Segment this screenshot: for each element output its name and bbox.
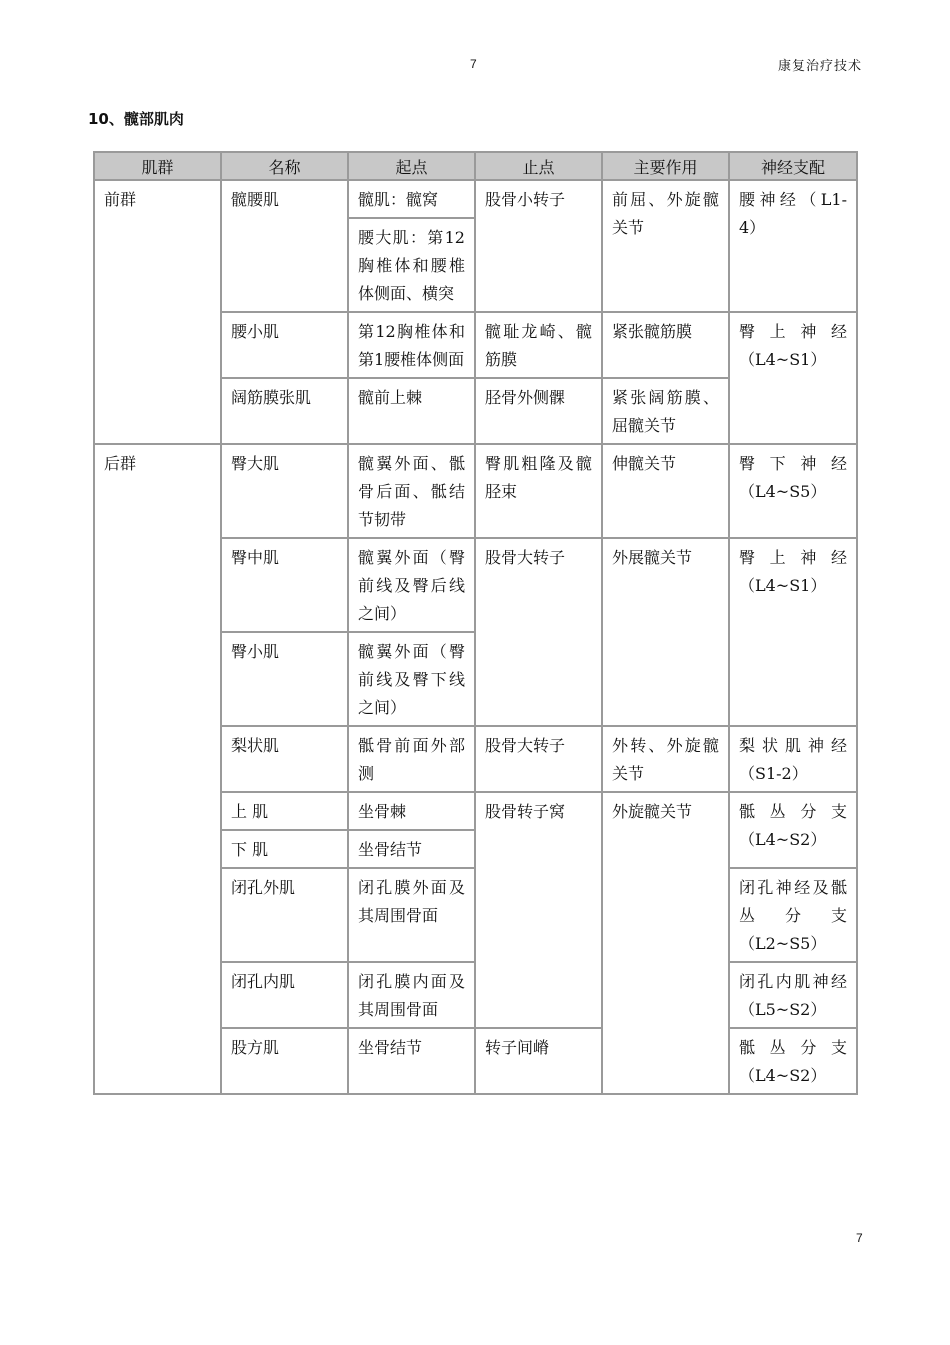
header-cell-nerve: 神经支配 [729,152,857,180]
action-cell: 外旋髋关节 [602,792,729,1094]
action-cell: 紧张髋筋膜 [602,312,729,378]
origin-cell: 髋翼外面、骶骨后面、骶结节韧带 [348,444,475,538]
nerve-cell: 闭孔内肌神经（L5~S2） [729,962,857,1028]
origin-cell: 坐骨结节 [348,1028,475,1094]
nerve-cell: 梨状肌神经（S1-2） [729,726,857,792]
insertion-cell: 胫骨外侧髁 [475,378,602,444]
insertion-cell: 股骨大转子 [475,538,602,726]
table-row [94,180,857,218]
action-cell: 外展髋关节 [602,538,729,726]
name-cell: 阔筋膜张肌 [221,378,348,444]
group-cell-posterior: 后群 [94,444,221,1094]
nerve-cell: 闭孔神经及骶丛分支（L2~S5） [729,868,857,962]
origin-cell: 髋翼外面（臀前线及臀下线之间） [348,632,475,726]
section-title: 10、髋部肌肉 [88,110,184,128]
origin-cell: 第12胸椎体和第1腰椎体侧面 [348,312,475,378]
origin-cell: 骶骨前面外部测 [348,726,475,792]
name-cell: 腰小肌 [221,312,348,378]
group-cell-anterior: 前群 [94,180,221,444]
table-row [94,444,857,538]
name-cell: 股方肌 [221,1028,348,1094]
action-cell: 伸髋关节 [602,444,729,538]
insertion-cell: 股骨转子窝 [475,792,602,1028]
origin-cell: 髋翼外面（臀前线及臀后线之间） [348,538,475,632]
name-cell: 髋腰肌 [221,180,348,312]
nerve-cell: 腰神经（L1-4） [729,180,857,312]
action-cell: 外转、外旋髋关节 [602,726,729,792]
header-cell-group: 肌群 [94,152,221,180]
origin-cell: 腰大肌：第12胸椎体和腰椎体侧面、横突 [348,218,475,312]
insertion-cell: 转子间嵴 [475,1028,602,1094]
header-cell-insertion: 止点 [475,152,602,180]
nerve-cell: 骶丛分支（L4~S2） [729,1028,857,1094]
name-cell: 梨状肌 [221,726,348,792]
name-cell: 上 肌 [221,792,348,830]
origin-cell: 闭孔膜外面及其周围骨面 [348,868,475,962]
action-cell: 前屈、外旋髋关节 [602,180,729,312]
insertion-cell: 股骨大转子 [475,726,602,792]
header-cell-action: 主要作用 [602,152,729,180]
name-cell: 臀大肌 [221,444,348,538]
origin-cell: 坐骨棘 [348,792,475,830]
table-header-row [94,152,857,180]
header-page-number: 7 [470,57,477,71]
name-cell: 闭孔内肌 [221,962,348,1028]
header-title: 康复治疗技术 [778,59,863,74]
origin-cell: 坐骨结节 [348,830,475,868]
insertion-cell: 髋耻龙崎、髋筋膜 [475,312,602,378]
insertion-cell: 臀肌粗隆及髋胫束 [475,444,602,538]
origin-cell: 髋肌：髋窝 [348,180,475,218]
insertion-cell: 股骨小转子 [475,180,602,312]
nerve-cell: 臀上神经（L4~S1） [729,538,857,726]
name-cell: 臀小肌 [221,632,348,726]
name-cell: 下 肌 [221,830,348,868]
nerve-cell: 臀上神经（L4~S1） [729,312,857,444]
hip-muscles-table [93,151,858,1095]
header-cell-name: 名称 [221,152,348,180]
nerve-cell: 臀下神经（L4~S5） [729,444,857,538]
name-cell: 闭孔外肌 [221,868,348,962]
footer-page-number: 7 [856,1231,863,1245]
header-cell-origin: 起点 [348,152,475,180]
origin-cell: 闭孔膜内面及其周围骨面 [348,962,475,1028]
name-cell: 臀中肌 [221,538,348,632]
action-cell: 紧张阔筋膜、屈髋关节 [602,378,729,444]
origin-cell: 髋前上棘 [348,378,475,444]
nerve-cell: 骶丛分支（L4~S2） [729,792,857,868]
